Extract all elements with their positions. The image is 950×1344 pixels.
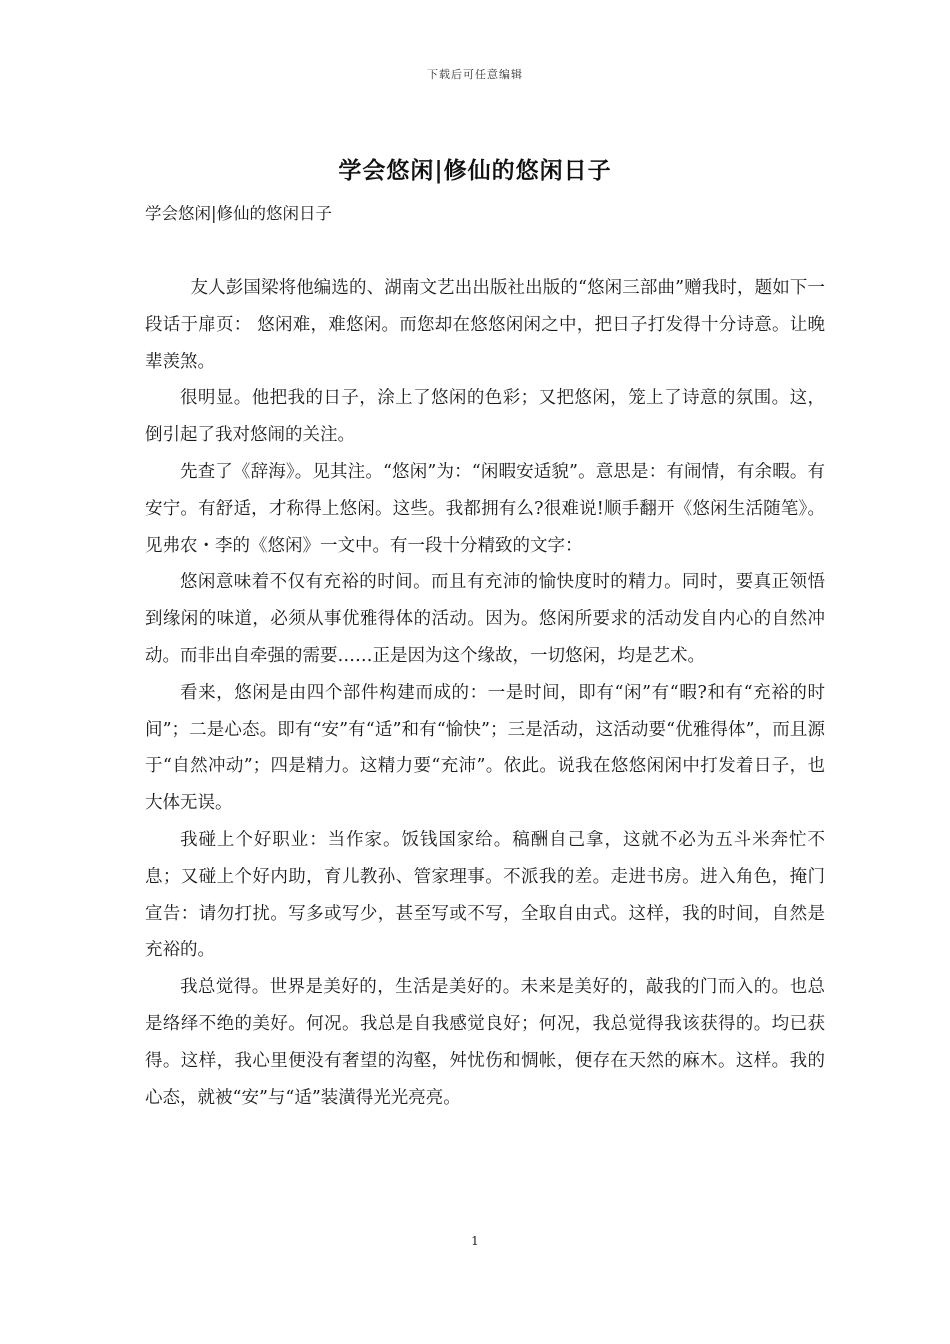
body-paragraph: 我碰上个好职业：当作家。饭钱国家给。稿酬自己拿，这就不必为五斗米奔忙不息；又碰上个好内助，育儿教孙、管家理事。不派我的差。走进书房。进入角色，掩门宣告：请勿打扰。写多或写少，甚至写或不写，全取自由式。这样，我的时间，自然是充裕的。	[145, 829, 825, 961]
document-body	[145, 270, 825, 1116]
body-paragraph: 看来，悠闲是由四个部件构建而成的：一是时间，即有“闲”有“暇?和有“充裕的时间”；二是心态。即有“安”有“适”和有“愉快”；三是活动，这活动要“优雅得体”，而且源于“自然冲动”；四是精力。这精力要“充沛”。依此。说我在悠悠闲闲中打发着日子，也大体无误。	[145, 682, 825, 814]
body-paragraph: 很明显。他把我的日子，涂上了悠闲的色彩；又把悠闲，笼上了诗意的氛围。这，倒引起了我对悠闹的关注。	[145, 388, 825, 446]
body-paragraph: 我总觉得。世界是美好的，生活是美好的。未来是美好的，敲我的门而入的。也总是络绎不绝的美好。何况。我总是自我感觉良好；何况，我总觉得我该获得的。均已获得。这样，我心里便没有奢望的沟壑，舛忧伤和惆帐，便存在天然的麻木。这样。我的心态，就被“安”与“适”装潢得光光亮亮。	[145, 977, 825, 1108]
document-subtitle: 学会悠闲|修仙的悠闲日子	[145, 204, 333, 223]
page-header-note: 下载后可任意编辑	[427, 68, 523, 81]
document-title: 学会悠闲|修仙的悠闲日子	[338, 157, 612, 184]
body-paragraph: 悠闲意味着不仅有充裕的时间。而且有充沛的愉快度时的精力。同时，要真正领悟到缘闲的味道，必须从事优雅得体的活动。因为。悠闲所要求的活动发自内心的自然冲动。而非出自牵强的需要……正是因为这个缘故，一切悠闲，均是艺术。	[145, 572, 825, 666]
page-number: 1	[471, 1234, 479, 1248]
body-paragraph: 友人彭国梁将他编选的、湖南文艺出出版社出版的“悠闲三部曲”赠我时，题如下一段话于扉页： 悠闲难，难悠闲。而您却在悠悠闲闲之中，把日子打发得十分诗意。让晚辈羡煞。	[145, 278, 825, 372]
body-paragraph: 先查了《辞海》。见其注。“悠闲”为：“闲暇安适貌”。意思是：有闹情，有余暇。有安宁。有舒适，才称得上悠闲。这些。我都拥有么?很难说!顺手翻开《悠闲生活随笔》。见弗农・李的《悠闲》一文中。有一段十分精致的文字：	[145, 461, 825, 556]
